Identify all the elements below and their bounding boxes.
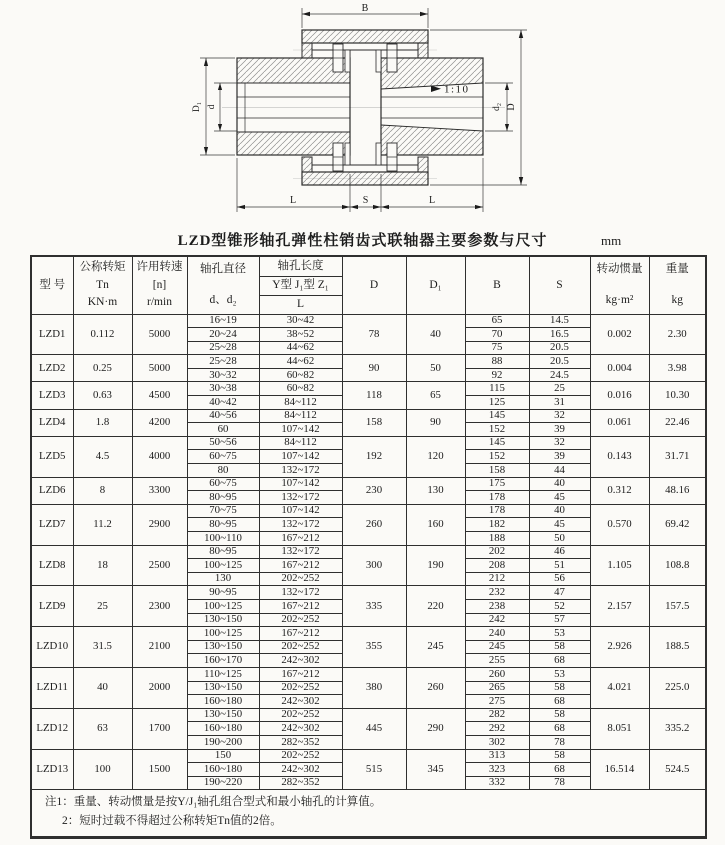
cell-D1: 50: [406, 355, 465, 382]
cell-bore-length: 60~82: [259, 382, 342, 396]
cell-B: 158: [465, 464, 529, 478]
col-header-bore-diameter: [187, 256, 259, 314]
col-header-D1: D₁: [406, 256, 465, 314]
cell-bore-diameter: 90~95: [187, 586, 259, 600]
cell-B: 255: [465, 654, 529, 668]
col-header-bore-length-L: L: [259, 295, 342, 314]
cell-bore-length: 167~212: [259, 627, 342, 641]
cell-B: 178: [465, 491, 529, 505]
col-header-speed: [132, 256, 187, 314]
cell-D: 118: [342, 382, 406, 409]
cell-speed: 5000: [132, 355, 187, 382]
cell-S: 78: [529, 735, 590, 749]
cell-S: 68: [529, 722, 590, 736]
cell-bore-length: 107~142: [259, 477, 342, 491]
header-line: 轴孔直径: [200, 263, 246, 275]
cell-bore-diameter: 40~56: [187, 409, 259, 423]
cell-speed: 3300: [132, 477, 187, 504]
cell-S: 39: [529, 423, 590, 437]
cell-S: 14.5: [529, 314, 590, 328]
cell-B: 175: [465, 477, 529, 491]
cell-speed: 1700: [132, 708, 187, 749]
cell-bore-diameter: 160~180: [187, 695, 259, 709]
cell-bore-diameter: 80: [187, 464, 259, 478]
header-line: [n]: [152, 278, 167, 291]
cell-torque: 0.63: [73, 382, 132, 409]
cell-B: 152: [465, 423, 529, 437]
dim-label-L-right: L: [428, 195, 436, 206]
cell-B: 178: [465, 504, 529, 518]
cell-bore-length: 167~212: [259, 667, 342, 681]
cell-bore-length: 167~212: [259, 599, 342, 613]
dim-label-d: d: [207, 104, 217, 110]
cell-S: 46: [529, 545, 590, 559]
cell-D: 230: [342, 477, 406, 504]
cell-model: LZD12: [31, 708, 73, 749]
cell-inertia: 0.002: [590, 314, 649, 355]
cell-weight: 48.16: [649, 477, 706, 504]
header-line: 转动惯量: [596, 263, 643, 275]
cell-D1: 90: [406, 409, 465, 436]
cell-B: 145: [465, 409, 529, 423]
cell-bore-diameter: 100~125: [187, 559, 259, 573]
cell-S: 68: [529, 763, 590, 777]
cell-D: 335: [342, 586, 406, 627]
cell-bore-length: 202~252: [259, 572, 342, 586]
cell-D1: 130: [406, 477, 465, 504]
cell-inertia: 0.312: [590, 477, 649, 504]
cell-weight: 524.5: [649, 749, 706, 790]
cell-B: 313: [465, 749, 529, 763]
cell-D1: 40: [406, 314, 465, 355]
cell-model: LZD6: [31, 477, 73, 504]
cell-B: 245: [465, 640, 529, 654]
cell-D: 158: [342, 409, 406, 436]
table-row: [31, 586, 706, 600]
cell-bore-length: 202~252: [259, 640, 342, 654]
col-header-model: 型 号: [31, 256, 73, 314]
cell-D1: 220: [406, 586, 465, 627]
cell-bore-length: 107~142: [259, 450, 342, 464]
cell-torque: 40: [73, 667, 132, 708]
cell-bore-length: 242~302: [259, 695, 342, 709]
cell-bore-diameter: 100~125: [187, 627, 259, 641]
cell-weight: 69.42: [649, 504, 706, 545]
cell-bore-diameter: 100~110: [187, 532, 259, 546]
cell-bore-diameter: 80~95: [187, 545, 259, 559]
cell-bore-length: 132~172: [259, 518, 342, 532]
dim-label-D1: D₁: [192, 101, 202, 113]
table-row: [31, 314, 706, 328]
cell-torque: 8: [73, 477, 132, 504]
cell-speed: 5000: [132, 314, 187, 355]
cell-D1: 245: [406, 627, 465, 668]
dim-d: [207, 83, 237, 131]
cell-bore-diameter: 160~180: [187, 722, 259, 736]
table-row: [31, 477, 706, 491]
cell-bore-diameter: 30~32: [187, 368, 259, 382]
cell-S: 25: [529, 382, 590, 396]
cell-bore-diameter: 160~180: [187, 763, 259, 777]
cell-D1: 190: [406, 545, 465, 586]
cell-D: 380: [342, 667, 406, 708]
taper-arrow-icon: [431, 86, 441, 93]
page-title: LZD型锥形轴孔弹性柱销齿式联轴器主要参数与尺寸: [177, 233, 548, 249]
header-line: 许用转速: [136, 261, 183, 274]
cell-B: 152: [465, 450, 529, 464]
cell-bore-length: 242~302: [259, 763, 342, 777]
cell-B: 232: [465, 586, 529, 600]
col-header-S: S: [529, 256, 590, 314]
cell-bore-length: 44~62: [259, 355, 342, 369]
header-line: KN·m: [87, 295, 118, 308]
cell-S: 40: [529, 477, 590, 491]
cell-B: 88: [465, 355, 529, 369]
cell-B: 265: [465, 681, 529, 695]
cell-bore-length: 44~62: [259, 341, 342, 355]
table-notes-section: [31, 790, 706, 838]
cell-S: 16.5: [529, 328, 590, 342]
cell-bore-diameter: 130~150: [187, 640, 259, 654]
cell-model: LZD9: [31, 586, 73, 627]
cell-S: 20.5: [529, 341, 590, 355]
cell-D1: 345: [406, 749, 465, 790]
cell-inertia: 2.926: [590, 627, 649, 668]
cell-bore-diameter: 190~200: [187, 735, 259, 749]
parameter-table: [30, 255, 707, 839]
cell-bore-diameter: 60~75: [187, 477, 259, 491]
right-hub: [381, 58, 483, 155]
cell-B: 65: [465, 314, 529, 328]
unit-label: mm: [601, 233, 622, 248]
cell-D1: 260: [406, 667, 465, 708]
cell-bore-diameter: 130~150: [187, 708, 259, 722]
cell-weight: 22.46: [649, 409, 706, 436]
cell-S: 24.5: [529, 368, 590, 382]
table-row: [31, 504, 706, 518]
cell-bore-diameter: 16~19: [187, 314, 259, 328]
cell-B: 260: [465, 667, 529, 681]
cell-bore-length: 202~252: [259, 681, 342, 695]
cell-weight: 31.71: [649, 436, 706, 477]
cell-bore-diameter: 130~150: [187, 613, 259, 627]
taper-label: 1:10: [444, 83, 470, 96]
cell-bore-length: 132~172: [259, 491, 342, 505]
cell-torque: 4.5: [73, 436, 132, 477]
cell-B: 275: [465, 695, 529, 709]
cell-model: LZD8: [31, 545, 73, 586]
cell-torque: 31.5: [73, 627, 132, 668]
cell-S: 39: [529, 450, 590, 464]
cell-B: 125: [465, 396, 529, 410]
cell-weight: 108.8: [649, 545, 706, 586]
cell-torque: 25: [73, 586, 132, 627]
cell-model: LZD3: [31, 382, 73, 409]
cell-inertia: 2.157: [590, 586, 649, 627]
cell-bore-diameter: 25~28: [187, 355, 259, 369]
cell-bore-length: 282~352: [259, 735, 342, 749]
cell-bore-length: 282~352: [259, 776, 342, 790]
cell-bore-diameter: 50~56: [187, 436, 259, 450]
cell-weight: 335.2: [649, 708, 706, 749]
dim-label-d2: d₂: [492, 102, 502, 112]
header-line: Tn: [96, 278, 109, 291]
cell-bore-length: 167~212: [259, 559, 342, 573]
cell-S: 57: [529, 613, 590, 627]
cell-S: 31: [529, 396, 590, 410]
cell-model: LZD13: [31, 749, 73, 790]
cell-model: LZD4: [31, 409, 73, 436]
cell-S: 78: [529, 776, 590, 790]
cell-S: 45: [529, 518, 590, 532]
cell-bore-length: 202~252: [259, 613, 342, 627]
cell-model: LZD11: [31, 667, 73, 708]
cell-inertia: 16.514: [590, 749, 649, 790]
cell-B: 242: [465, 613, 529, 627]
cell-D1: 290: [406, 708, 465, 749]
col-header-weight: [649, 256, 706, 314]
cell-S: 58: [529, 640, 590, 654]
cell-bore-diameter: 110~125: [187, 667, 259, 681]
cell-weight: 188.5: [649, 627, 706, 668]
cell-S: 68: [529, 654, 590, 668]
cell-torque: 11.2: [73, 504, 132, 545]
cell-bore-length: 202~252: [259, 749, 342, 763]
cell-bore-length: 84~112: [259, 436, 342, 450]
dim-label-B: B: [361, 3, 369, 14]
cell-inertia: 0.004: [590, 355, 649, 382]
cell-S: 51: [529, 559, 590, 573]
table-row: [31, 436, 706, 450]
cell-bore-length: 60~82: [259, 368, 342, 382]
cell-speed: 2000: [132, 667, 187, 708]
cell-bore-diameter: 70~75: [187, 504, 259, 518]
table-notes: [31, 790, 706, 838]
cell-bore-diameter: 190~220: [187, 776, 259, 790]
cell-inertia: 0.061: [590, 409, 649, 436]
cell-S: 68: [529, 695, 590, 709]
cell-S: 56: [529, 572, 590, 586]
cell-bore-diameter: 60~75: [187, 450, 259, 464]
table-row: [31, 409, 706, 423]
cell-B: 212: [465, 572, 529, 586]
cell-S: 44: [529, 464, 590, 478]
cell-S: 32: [529, 409, 590, 423]
table-row: [31, 382, 706, 396]
table-row: [31, 627, 706, 641]
cell-B: 332: [465, 776, 529, 790]
cell-S: 50: [529, 532, 590, 546]
cell-D: 90: [342, 355, 406, 382]
cell-model: LZD1: [31, 314, 73, 355]
cell-S: 58: [529, 681, 590, 695]
cell-bore-length: 132~172: [259, 586, 342, 600]
dim-label-S: S: [362, 195, 369, 206]
sleeve-bottom: [302, 157, 428, 185]
cell-bore-length: 132~172: [259, 545, 342, 559]
dim-label-L-left: L: [289, 195, 297, 206]
cell-B: 292: [465, 722, 529, 736]
cell-bore-length: 38~52: [259, 328, 342, 342]
cell-D: 78: [342, 314, 406, 355]
sleeve-top: [302, 30, 428, 58]
cell-S: 45: [529, 491, 590, 505]
cell-S: 53: [529, 667, 590, 681]
cell-torque: 0.25: [73, 355, 132, 382]
cell-D: 355: [342, 627, 406, 668]
cell-weight: 3.98: [649, 355, 706, 382]
cell-B: 202: [465, 545, 529, 559]
cell-torque: 18: [73, 545, 132, 586]
cell-bore-length: 30~42: [259, 314, 342, 328]
col-header-B: B: [465, 256, 529, 314]
cell-weight: 225.0: [649, 667, 706, 708]
cell-speed: 2300: [132, 586, 187, 627]
header-line: kg·m²: [605, 294, 634, 307]
cell-B: 240: [465, 627, 529, 641]
title-row: [0, 230, 725, 252]
cell-torque: 0.112: [73, 314, 132, 355]
cell-D: 300: [342, 545, 406, 586]
table-row: [31, 749, 706, 763]
col-header-D: D: [342, 256, 406, 314]
cell-bore-length: 242~302: [259, 722, 342, 736]
cell-B: 238: [465, 599, 529, 613]
cell-torque: 63: [73, 708, 132, 749]
cell-B: 188: [465, 532, 529, 546]
cell-bore-diameter: 20~24: [187, 328, 259, 342]
header-line: kg: [671, 294, 683, 307]
cell-S: 58: [529, 708, 590, 722]
cell-torque: 100: [73, 749, 132, 790]
cell-model: LZD10: [31, 627, 73, 668]
cell-S: 40: [529, 504, 590, 518]
cell-inertia: 0.570: [590, 504, 649, 545]
note-line: 注1：重量、转动惯量是按Y/J₁轴孔组合型式和最小轴孔的计算值。: [45, 796, 382, 809]
cell-speed: 2100: [132, 627, 187, 668]
cell-D: 445: [342, 708, 406, 749]
dim-B: [302, 3, 428, 28]
cell-B: 282: [465, 708, 529, 722]
cell-torque: 1.8: [73, 409, 132, 436]
cell-B: 70: [465, 328, 529, 342]
cell-S: 47: [529, 586, 590, 600]
cell-B: 302: [465, 735, 529, 749]
table-row: [31, 667, 706, 681]
cell-model: LZD5: [31, 436, 73, 477]
cell-speed: 4500: [132, 382, 187, 409]
cell-S: 20.5: [529, 355, 590, 369]
cell-bore-length: 202~252: [259, 708, 342, 722]
cell-speed: 4000: [132, 436, 187, 477]
cell-bore-length: 84~112: [259, 409, 342, 423]
cell-bore-length: 84~112: [259, 396, 342, 410]
note-line: 2：短时过载不得超过公称转矩Tn值的2倍。: [62, 815, 282, 828]
col-header-bore-length: 轴孔长度: [259, 256, 342, 276]
cell-bore-diameter: 130~150: [187, 681, 259, 695]
cell-bore-diameter: 60: [187, 423, 259, 437]
cell-inertia: 1.105: [590, 545, 649, 586]
table-row: [31, 545, 706, 559]
cell-bore-diameter: 80~95: [187, 518, 259, 532]
cell-B: 208: [465, 559, 529, 573]
dim-label-D: D: [506, 103, 517, 111]
cell-inertia: 8.051: [590, 708, 649, 749]
cell-bore-length: 132~172: [259, 464, 342, 478]
coupling-cross-section: [0, 0, 725, 228]
cell-inertia: 0.016: [590, 382, 649, 409]
table-body: [31, 314, 706, 790]
table-header: [31, 256, 706, 314]
cell-B: 182: [465, 518, 529, 532]
cell-model: LZD2: [31, 355, 73, 382]
coupling-drawing: [0, 0, 725, 228]
cell-bore-length: 167~212: [259, 532, 342, 546]
cell-bore-length: 107~142: [259, 423, 342, 437]
col-header-inertia: [590, 256, 649, 314]
cell-S: 52: [529, 599, 590, 613]
cell-B: 92: [465, 368, 529, 382]
cell-D1: 65: [406, 382, 465, 409]
cell-model: LZD7: [31, 504, 73, 545]
cell-D1: 160: [406, 504, 465, 545]
cell-B: 145: [465, 436, 529, 450]
header-line: d、d₂: [209, 294, 237, 307]
cell-speed: 1500: [132, 749, 187, 790]
cell-bore-length: 107~142: [259, 504, 342, 518]
cell-weight: 157.5: [649, 586, 706, 627]
cell-S: 32: [529, 436, 590, 450]
cell-bore-diameter: 130: [187, 572, 259, 586]
table-row: [31, 708, 706, 722]
cell-inertia: 0.143: [590, 436, 649, 477]
cell-speed: 2500: [132, 545, 187, 586]
header-line: r/min: [147, 295, 172, 308]
cell-D: 260: [342, 504, 406, 545]
cell-D: 515: [342, 749, 406, 790]
table-row: [31, 355, 706, 369]
cell-speed: 4200: [132, 409, 187, 436]
cell-weight: 10.30: [649, 382, 706, 409]
cell-bore-diameter: 25~28: [187, 341, 259, 355]
cell-D1: 120: [406, 436, 465, 477]
header-line: 重量: [665, 263, 689, 275]
cell-bore-diameter: 80~95: [187, 491, 259, 505]
cell-bore-diameter: 160~170: [187, 654, 259, 668]
cell-inertia: 4.021: [590, 667, 649, 708]
col-header-torque: [73, 256, 132, 314]
cell-S: 58: [529, 749, 590, 763]
cell-bore-diameter: 150: [187, 749, 259, 763]
cell-S: 53: [529, 627, 590, 641]
cell-speed: 2900: [132, 504, 187, 545]
col-header-bore-length-types: Y型 J₁型 Z₁: [259, 276, 342, 295]
header-line: 公称转矩: [79, 261, 126, 274]
left-hub: [237, 58, 350, 155]
cell-D: 192: [342, 436, 406, 477]
cell-bore-diameter: 40~42: [187, 396, 259, 410]
cell-bore-diameter: 30~38: [187, 382, 259, 396]
cell-weight: 2.30: [649, 314, 706, 355]
cell-B: 75: [465, 341, 529, 355]
cell-B: 115: [465, 382, 529, 396]
cell-B: 323: [465, 763, 529, 777]
cell-bore-length: 242~302: [259, 654, 342, 668]
cell-bore-diameter: 100~125: [187, 599, 259, 613]
